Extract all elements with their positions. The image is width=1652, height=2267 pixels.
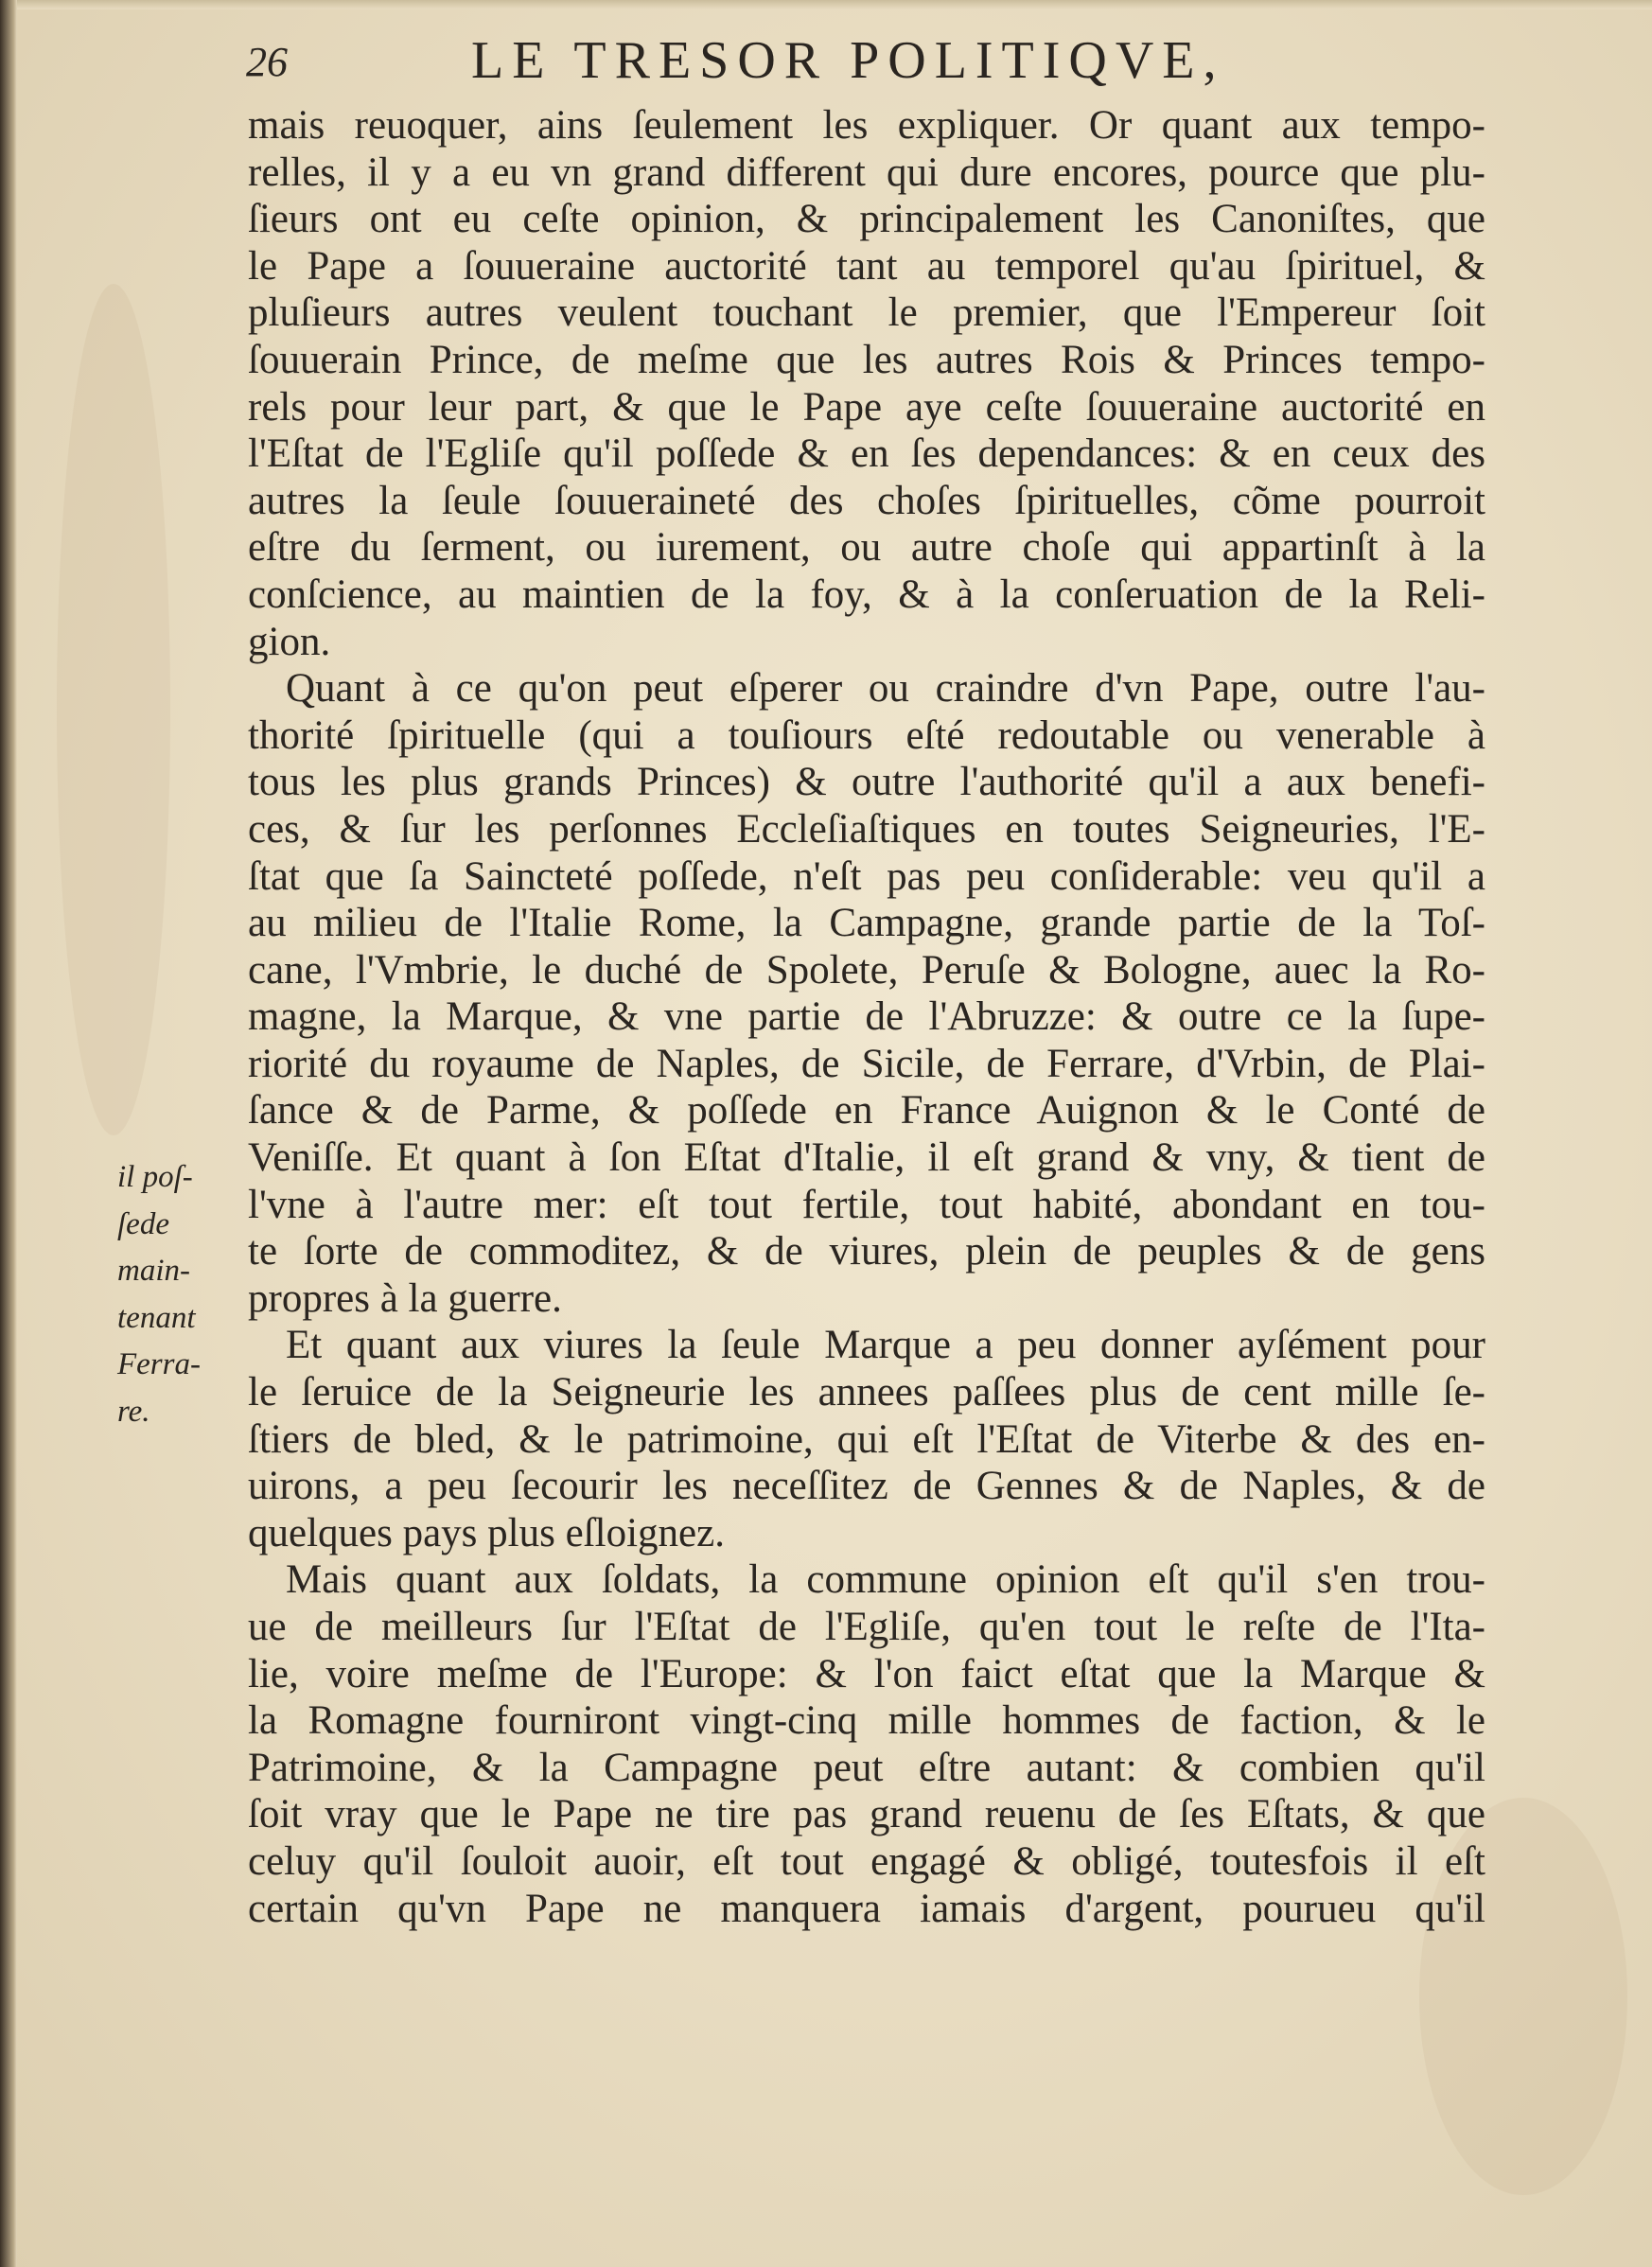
text-line: tous les plus grands Princes) & outre l'authorité qu'il a aux benefi- xyxy=(248,760,1485,805)
text-line: Patrimoine, & la Campagne peut eſtre autant: & combien qu'il xyxy=(248,1745,1485,1790)
text-line: ſtat que ſa Saincteté poſſede, n'eſt pas peu conſiderable: veu qu'il a xyxy=(248,853,1485,899)
text-line: eſtre du ſerment, ou iurement, ou autre choſe qui appartinſt à la xyxy=(248,525,1485,571)
text-line: autres la ſeule ſouueraineté des choſes ſpirituelles, cõme pourroit xyxy=(248,478,1485,523)
text-line: conſcience, au maintien de la foy, & à la conſeruation de la Reli- xyxy=(248,571,1485,617)
text-line: ſance & de Parme, & poſſede en France Auignon & le Conté de xyxy=(248,1088,1485,1134)
text-line: ſoit vray que le Pape ne tire pas grand reuenu de ſes Eſtats, & que xyxy=(248,1792,1485,1837)
text-line: ſouuerain Prince, de meſme que les autres Rois & Princes tempo- xyxy=(248,337,1485,382)
margin-note-line: tenant xyxy=(117,1300,196,1335)
text-line: la Romagne fourniront vingt-cinq mille hommes de faction, & le xyxy=(248,1698,1485,1744)
margin-note-line: Ferra- xyxy=(117,1347,201,1382)
text-line: relles, il y a eu vn grand different qui dure encores, pource que plu- xyxy=(248,149,1485,195)
page-number: 26 xyxy=(246,39,288,85)
text-line: le Pape a ſouueraine auctorité tant au temporel qu'au ſpirituel, & xyxy=(248,243,1485,289)
margin-note-line: re. xyxy=(117,1394,150,1429)
text-line: pluſieurs autres veulent touchant le premier, que l'Empereur ſoit xyxy=(248,290,1485,336)
text-line: mais reuoquer, ains ſeulement les expliquer. Or quant aux tempo- xyxy=(248,103,1485,148)
paper-stain xyxy=(57,284,170,1135)
text-line: thorité ſpirituelle (qui a touſiours eſté redoutable ou venerable à xyxy=(248,712,1485,758)
text-line: cane, l'Vmbrie, le duché de Spolete, Peruſe & Bologne, auec la Ro- xyxy=(248,947,1485,993)
text-line: certain qu'vn Pape ne manquera iamais d'argent, pourueu qu'il xyxy=(248,1886,1485,1931)
text-line: Veniſſe. Et quant à ſon Eſtat d'Italie, il eſt grand & vny, & tient de xyxy=(248,1135,1485,1181)
text-line: rels pour leur part, & que le Pape aye ceſte ſouueraine auctorité en xyxy=(248,384,1485,430)
text-line: celuy qu'il ſouloit auoir, eſt tout engagé & obligé, toutesfois il eſt xyxy=(248,1838,1485,1884)
margin-note xyxy=(117,1154,240,1436)
margin-note-line: ſede xyxy=(117,1206,169,1241)
text-line: Quant à ce qu'on peut eſperer ou craindre d'vn Pape, outre l'au- xyxy=(286,666,1485,712)
text-line: riorité du royaume de Naples, de Sicile, de Ferrare, d'Vrbin, de Plai- xyxy=(248,1041,1485,1086)
text-line: uirons, a peu ſecourir les neceſſitez de Gennes & de Naples, & de xyxy=(248,1464,1485,1509)
margin-note-line: il poſ- xyxy=(117,1160,193,1194)
body-text xyxy=(248,102,1485,1932)
text-line: ces, & ſur les perſonnes Eccleſiaſtiques en toutes Seigneuries, l'E- xyxy=(248,806,1485,852)
text-line: ſtiers de bled, & le patrimoine, qui eſt l'Eſtat de Viterbe & des en- xyxy=(248,1416,1485,1462)
text-line: gion. xyxy=(248,619,331,664)
text-line: lie, voire meſme de l'Europe: & l'on faict eſtat que la Marque & xyxy=(248,1651,1485,1696)
text-line: propres à la guerre. xyxy=(248,1275,562,1321)
page-top-edge xyxy=(0,0,1652,9)
text-line: au milieu de l'Italie Rome, la Campagne, grande partie de la Toſ- xyxy=(248,901,1485,946)
page-header xyxy=(246,30,1504,97)
text-line: l'Eſtat de l'Egliſe qu'il poſſede & en ſes dependances: & en ceux des xyxy=(248,431,1485,477)
text-line: l'vne à l'autre mer: eſt tout fertile, tout habité, abondant en tou- xyxy=(248,1182,1485,1227)
text-line: Et quant aux viures la ſeule Marque a peu donner ayſément pour xyxy=(286,1323,1485,1368)
text-line: quelques pays plus eſloignez. xyxy=(248,1510,725,1555)
text-line: te ſorte de commoditez, & de viures, plein de peuples & de gens xyxy=(248,1229,1485,1274)
text-line: le ſeruice de la Seigneurie les annees paſſees plus de cent mille ſe- xyxy=(248,1370,1485,1415)
text-line: ſieurs ont eu ceſte opinion, & principalement les Canoniſtes, que xyxy=(248,197,1485,242)
text-line: Mais quant aux ſoldats, la commune opinion eſt qu'il s'en trou- xyxy=(286,1557,1485,1603)
text-line: ue de meilleurs ſur l'Eſtat de l'Egliſe, qu'en tout le reſte de l'Ita- xyxy=(248,1605,1485,1649)
page-gutter-shadow xyxy=(0,0,17,2267)
text-line: magne, la Marque, & vne partie de l'Abruzze: & outre ce la ſupe- xyxy=(248,994,1485,1040)
running-title: LE TRESOR POLITIQVE, xyxy=(471,31,1225,90)
margin-note-line: main- xyxy=(117,1254,190,1289)
